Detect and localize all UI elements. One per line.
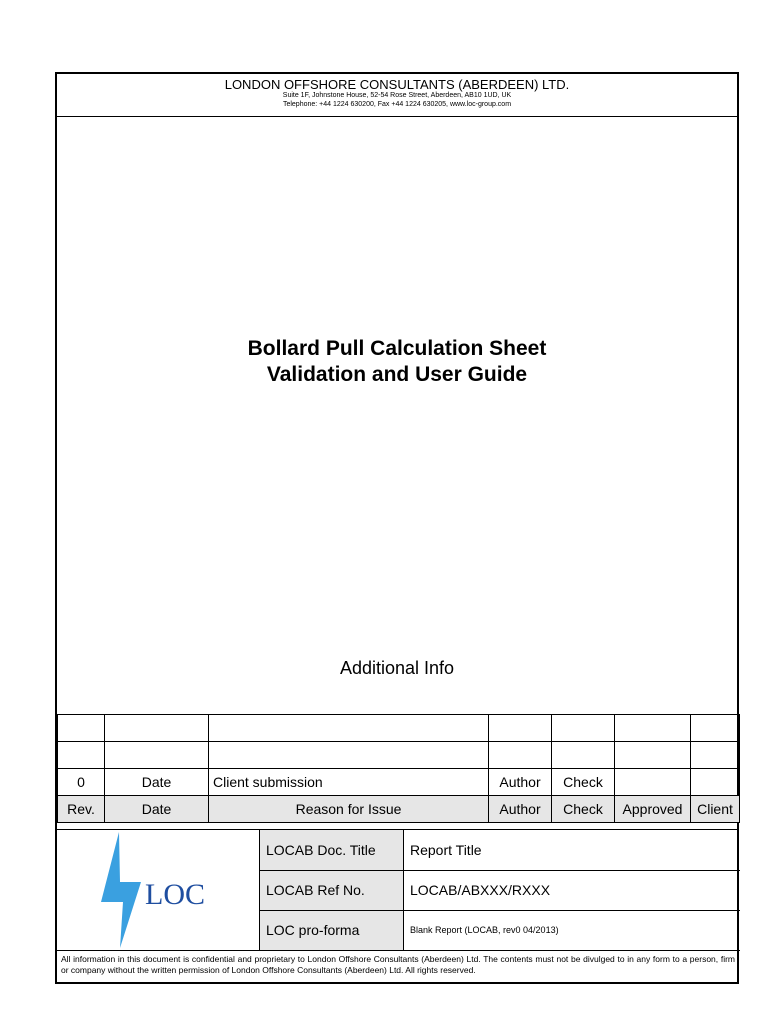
- rev-header: Rev.: [58, 796, 105, 823]
- title-line-2: Validation and User Guide: [266, 363, 528, 386]
- document-info-block: [57, 829, 739, 950]
- doc-title-value: Report Title: [404, 830, 740, 870]
- check-cell: Check: [552, 769, 615, 796]
- proforma-row: [260, 910, 740, 950]
- date-cell: [105, 715, 209, 742]
- revision-table: [57, 714, 740, 823]
- loc-logo: [57, 830, 259, 950]
- ref-no-row: [260, 870, 740, 910]
- reason-header: Reason for Issue: [209, 796, 489, 823]
- rev-cell: [58, 742, 105, 769]
- revision-row: [58, 769, 740, 796]
- date-cell: Date: [105, 769, 209, 796]
- reason-cell: [209, 742, 489, 769]
- doc-title-row: [260, 830, 740, 870]
- reason-cell: Client submission: [209, 769, 489, 796]
- author-cell: [489, 715, 552, 742]
- client-cell: [691, 742, 740, 769]
- proforma-value: Blank Report (LOCAB, rev0 04/2013): [404, 910, 740, 950]
- approved-header: Approved: [615, 796, 691, 823]
- date-cell: [105, 742, 209, 769]
- doc-info-table: [259, 830, 740, 951]
- ref-no-value: LOCAB/ABXXX/RXXX: [404, 870, 740, 910]
- author-cell: Author: [489, 769, 552, 796]
- check-cell: [552, 742, 615, 769]
- client-cell: [691, 769, 740, 796]
- ref-no-label: LOCAB Ref No.: [260, 870, 404, 910]
- company-contact: Telephone: +44 1224 630200, Fax +44 1224 630205, www.loc-group.com: [282, 101, 512, 108]
- revision-row: [58, 715, 740, 742]
- author-header: Author: [489, 796, 552, 823]
- proforma-label: LOC pro-forma: [260, 910, 404, 950]
- client-header: Client: [691, 796, 740, 823]
- rev-cell: [58, 715, 105, 742]
- approved-cell: [615, 715, 691, 742]
- doc-title-label: LOCAB Doc. Title: [260, 830, 404, 870]
- company-header: [57, 74, 737, 117]
- revision-header-row: [58, 796, 740, 823]
- revision-row: [58, 742, 740, 769]
- check-header: Check: [552, 796, 615, 823]
- title-line-1: Bollard Pull Calculation Sheet: [247, 337, 547, 360]
- author-cell: [489, 742, 552, 769]
- company-name: LONDON OFFSHORE CONSULTANTS (ABERDEEN) LTD.: [224, 77, 570, 92]
- approved-cell: [615, 742, 691, 769]
- logo-text: LOC: [145, 878, 205, 911]
- approved-cell: [615, 769, 691, 796]
- loc-logo-graphic: [57, 830, 259, 950]
- additional-info: Additional Info: [339, 658, 455, 678]
- company-address: Suite 1F, Johnstone House, 52-54 Rose Street, Aberdeen, AB10 1UD, UK: [282, 92, 512, 99]
- document-title: [57, 336, 737, 388]
- document-page: [55, 72, 739, 984]
- client-cell: [691, 715, 740, 742]
- date-header: Date: [105, 796, 209, 823]
- rev-cell: 0: [58, 769, 105, 796]
- reason-cell: [209, 715, 489, 742]
- check-cell: [552, 715, 615, 742]
- lightning-bolt-icon: [101, 832, 141, 948]
- confidentiality-notice: All information in this document is confidential and proprietary to London Offshore Consultants (Aberdeen) Ltd. The contents must not be divulged to in any form to a person, firm or company without the written permission of London Offshore Consultants (Aberdeen) Ltd. All rights reserved.: [57, 950, 739, 984]
